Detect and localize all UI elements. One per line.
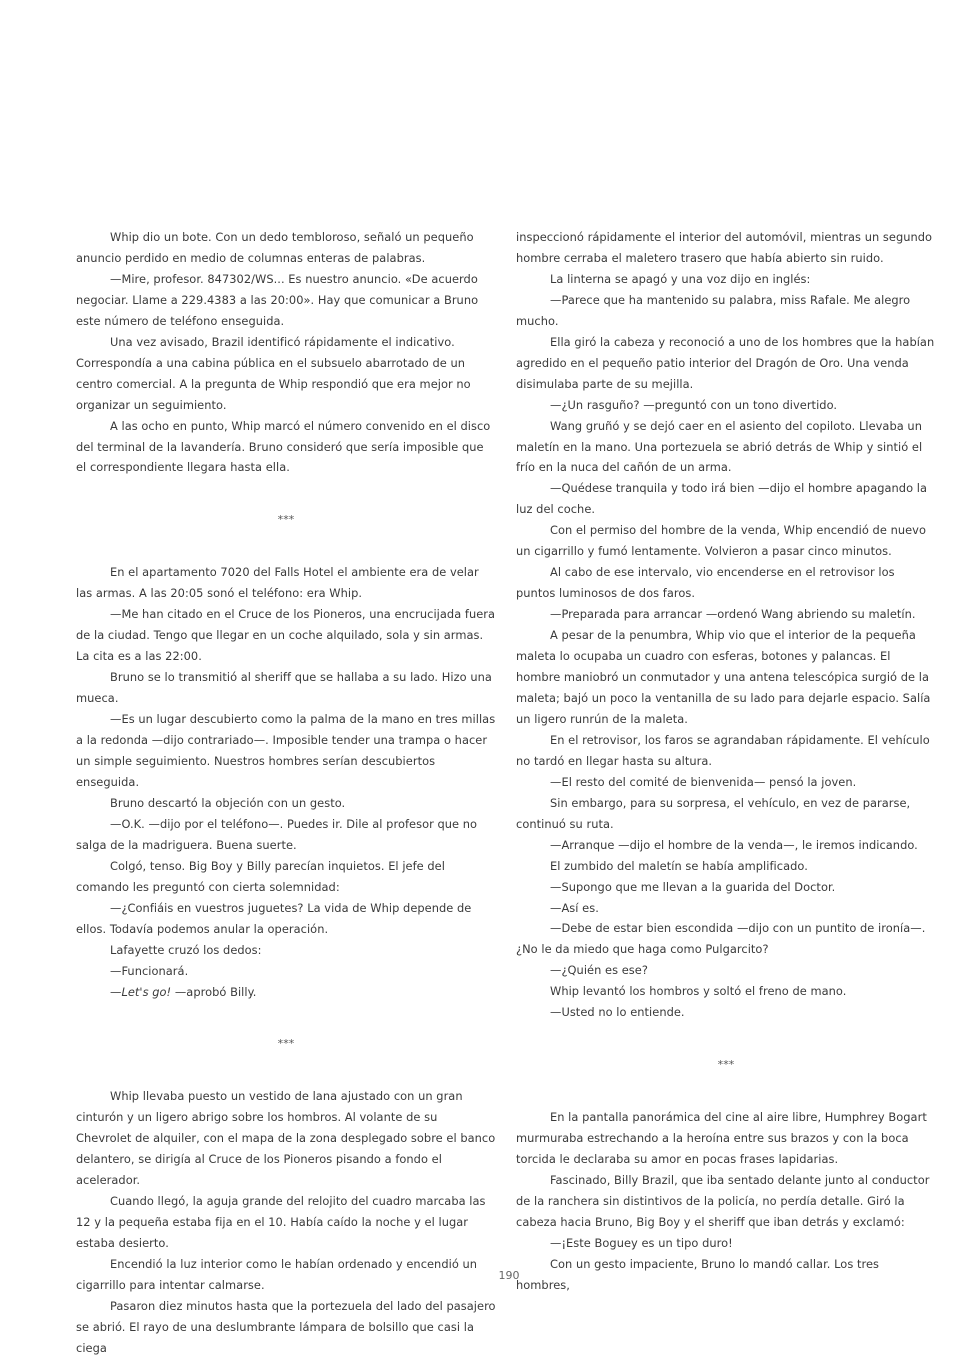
paragraph: Una vez avisado, Brazil identificó rápidamente el indicativo. Correspondía a una cabina pública en el subsuelo abarrotado de un centro comercial. A la pregunta de Whip respondió que era mejor no organizar un seguimiento. (76, 334, 471, 412)
paragraph: Lafayette cruzó los dedos: (110, 942, 262, 957)
paragraph: —El resto del comité de bienvenida— pensó la joven. (550, 774, 857, 789)
paragraph: Pasaron diez minutos hasta que la portezuela del lado del pasajero se abrió. El rayo de una deslumbrante lámpara de bolsillo que casi la ciega (76, 1298, 496, 1355)
paragraph: Bruno descartó la objeción con un gesto. (110, 795, 346, 810)
paragraph: —Mire, profesor. 847302/WS... Es nuestro anuncio. «De acuerdo negociar. Llame a 229.4383 a las 20:00». Hay que comunicar a Bruno este número de teléfono enseguida. (76, 271, 479, 328)
paragraph: Whip levantó los hombros y soltó el freno de mano. (550, 984, 847, 999)
paragraph: Al cabo de ese intervalo, vio encenderse en el retrovisor los puntos luminosos de dos faros. (516, 565, 895, 601)
page-number: 190 (498, 1269, 520, 1282)
paragraph: —Preparada para arrancar —ordenó Wang abriendo su maletín. (550, 607, 916, 622)
paragraph: —Parece que ha mantenido su palabra, miss Rafale. Me alegro mucho. (516, 292, 911, 328)
paragraph-rest: —aprobó Billy. (171, 984, 257, 999)
paragraph: —Así es. (550, 900, 599, 915)
right-text-column (516, 227, 936, 1296)
paragraph: En el apartamento 7020 del Falls Hotel el ambiente era de velar las armas. A las 20:05 sonó el teléfono: era Whip. (76, 565, 479, 601)
paragraph: Encendió la luz interior como le habían ordenado y encendió un cigarrillo para intentar calmarse. (76, 1257, 478, 1293)
italic-phrase: Let's go! (121, 984, 172, 999)
paragraph: Sin embargo, para su sorpresa, el vehículo, en vez de pararse, continuó su ruta. (516, 795, 911, 831)
paragraph: —¿Un rasguño? —preguntó con un tono divertido. (550, 397, 838, 412)
left-text-column (76, 227, 496, 1359)
paragraph: A pesar de la penumbra, Whip vio que el interior de la pequeña maleta lo ocupaba un cuadro con esferas, botones y palancas. El hombre maniobró un conmutador y una antena telescópica surgió de la maleta; bajó un poco la ventanilla de su lado para dejarle espacio. Salía un ligero runrún de la maleta. (516, 628, 931, 726)
paragraph: —¿Quién es ese? (550, 963, 648, 978)
paragraph: —Es un lugar descubierto como la palma de la mano en tres millas a la redonda —dijo contrariado—. Imposible tender una trampa o hacer un simple seguimiento. Nuestros hombres serían descubiertos enseguida. (76, 712, 496, 789)
paragraph: Con el permiso del hombre de la venda, Whip encendió de nuevo un cigarrillo y fumó lentamente. Volvieron a pasar cinco minutos. (516, 523, 926, 559)
paragraph: —Arranque —dijo el hombre de la venda—, le iremos indicando. (550, 837, 918, 852)
section-separator: *** (277, 1037, 295, 1051)
paragraph: —O.K. —dijo por el teléfono—. Puedes ir. Dile al profesor que no salga de la madriguera. Buena suerte. (76, 816, 478, 852)
paragraph: —¿Confiáis en vuestros juguetes? La vida de Whip depende de ellos. Todavía podemos anular la operación. (76, 900, 472, 936)
paragraph: Fascinado, Billy Brazil, que iba sentado delante junto al conductor de la ranchera sin distintivos de la policía, no perdía detalle. Giró la cabeza hacia Bruno, Big Boy y el sheriff que iban detrás y exclamó: (516, 1173, 930, 1229)
paragraph: —Quédese tranquila y todo irá bien —dijo el hombre apagando la luz del coche. (516, 481, 928, 517)
paragraph: La linterna se apagó y una voz dijo en inglés: (550, 271, 811, 286)
paragraph: Bruno se lo transmitió al sheriff que se hallaba a su lado. Hizo una mueca. (76, 670, 492, 706)
paragraph: inspeccionó rápidamente el interior del automóvil, mientras un segundo hombre cerraba el maletero trasero que había abierto sin ruido. (516, 230, 933, 265)
paragraph: Con un gesto impaciente, Bruno lo mandó callar. Los tres hombres, (516, 1256, 880, 1292)
paragraph: En la pantalla panorámica del cine al aire libre, Humphrey Bogart murmuraba estrechando a la heroína entre sus brazos y con la boca torcida le declaraba su amor en pocas frases lapidarias. (516, 1110, 927, 1167)
paragraph: El zumbido del maletín se había amplificado. (550, 858, 808, 873)
paragraph: Cuando llegó, la aguja grande del relojito del cuadro marcaba las 12 y la pequeña estaba fija en el 10. Había caído la noche y el lugar estaba desierto. (76, 1194, 486, 1251)
paragraph: —Usted no lo entiende. (550, 1005, 685, 1020)
paragraph: Wang gruñó y se dejó caer en el asiento del copiloto. Llevaba un maletín en la mano. Una portezuela se abrió detrás de Whip y sintió el frío en la nuca del cañón de un arma. (516, 418, 923, 475)
paragraph: Whip dio un bote. Con un dedo tembloroso, señaló un pequeño anuncio perdido en medio de columnas enteras de palabras. (76, 230, 474, 265)
paragraph-billy (76, 982, 496, 1003)
paragraph: En el retrovisor, los faros se agrandaban rápidamente. El vehículo no tardó en llegar hasta su altura. (516, 732, 930, 768)
dash: — (110, 984, 122, 999)
paragraph: —Funcionará. (110, 963, 189, 978)
paragraph: A las ocho en punto, Whip marcó el número convenido en el disco del terminal de la lavandería. Bruno consideró que sería imposible que el correspondiente llegara hasta ella. (76, 418, 491, 475)
section-separator: *** (717, 1058, 735, 1072)
paragraph: Ella giró la cabeza y reconoció a uno de los hombres que la habían agredido en el pequeño patio interior del Dragón de Oro. Una venda disimulaba parte de su mejilla. (516, 334, 935, 391)
paragraph: —Debe de estar bien escondida —dijo con un puntito de ironía—. ¿No le da miedo que haga como Pulgarcito? (516, 921, 926, 957)
paragraph: Colgó, tenso. Big Boy y Billy parecían inquietos. El jefe del comando les preguntó con cierta solemnidad: (76, 858, 445, 894)
paragraph: —¡Este Boguey es un tipo duro! (550, 1235, 733, 1250)
section-separator: *** (277, 513, 295, 527)
paragraph: —Supongo que me llevan a la guarida del Doctor. (550, 879, 836, 894)
paragraph: —Me han citado en el Cruce de los Pioneros, una encrucijada fuera de la ciudad. Tengo que llegar en un coche alquilado, sola y sin armas. La cita es a las 22:00. (76, 607, 496, 664)
paragraph: Whip llevaba puesto un vestido de lana ajustado con un gran cinturón y un ligero abrigo sobre los hombros. Al volante de su Chevrolet de alquiler, con el mapa de la zona desplegado sobre el banco delantero, se dirigía al Cruce de los Pioneros pisando a fondo el acelerador. (76, 1089, 496, 1188)
